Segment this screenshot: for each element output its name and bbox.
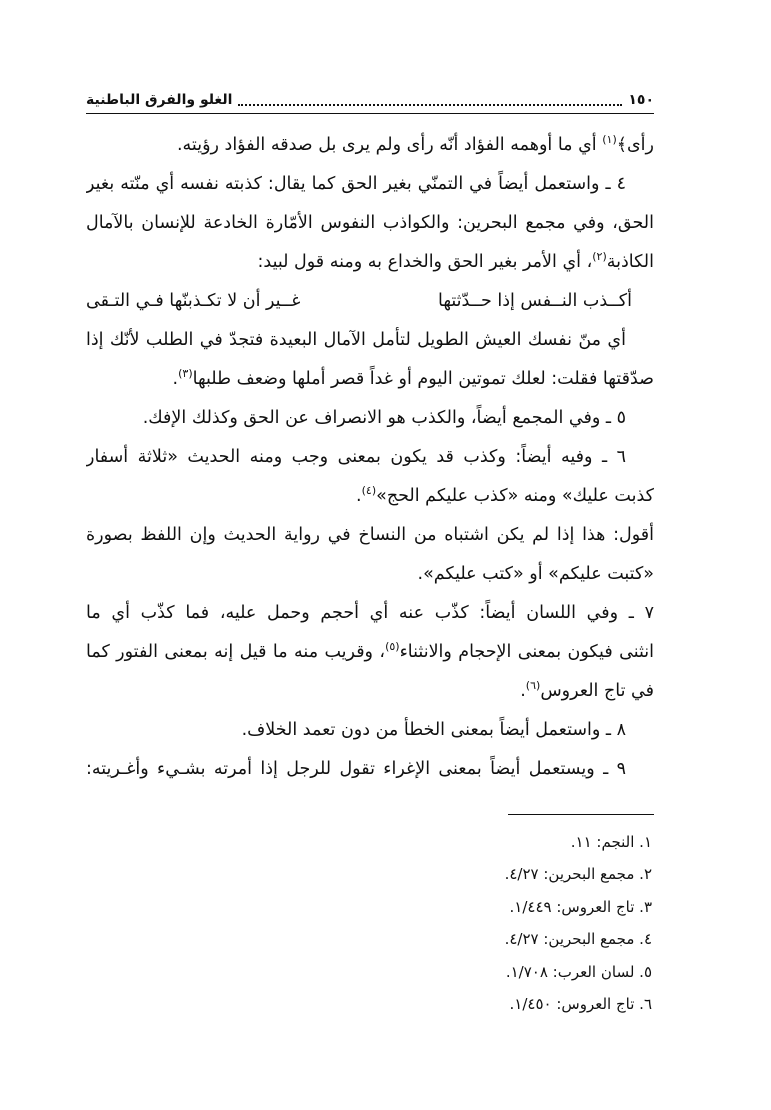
footnote: ٥. لسان العرب: ١/٧٠٨.: [505, 962, 652, 981]
text-line: صدّقتها فقلت: لعلك تموتين اليوم أو غداً قصر أملها وضعف طلبها$^{(٣)}$.: [172, 367, 654, 389]
text-line: ٧ ـ وفي اللسان أيضاً: كذّب عنه أي أحجم وحمل عليه، فما كذّب أي ما: [86, 603, 654, 623]
footnote: ٣. تاج العروس: ١/٤٤٩.: [509, 897, 652, 916]
body-text: [86, 126, 654, 789]
footnote-ref: (٥): [385, 640, 400, 654]
book-title: الغلو والفرق الباطنية: [86, 92, 233, 108]
text-line: أي منّ نفسك العيش الطويل لتأمل الآمال البعيدة فتجدّ في الطلب لأنّك إذا: [86, 330, 626, 350]
verse-first-hemistich: أكــذب النــفس إذا حــدّثتها: [437, 291, 632, 311]
text-line: الكاذبة$^{(٢)}$، أي الأمر بغير الحق والخداع به ومنه قول لبيد:: [257, 250, 654, 272]
poetry-verse: [86, 282, 654, 321]
text-line: ٥ ـ وفي المجمع أيضاً، والكذب هو الانصراف عن الحق وكذلك الإفك.: [142, 408, 626, 428]
text-line: أقول: هذا إذا لم يكن اشتباه من النساخ في رواية الحديث وإن اللفظ بصورة: [86, 525, 654, 545]
footnote-ref: (٢): [592, 250, 607, 264]
header-rule: [86, 113, 654, 114]
footnote: ١. النجم: ١١.: [570, 833, 652, 851]
text-line: الحق، وفي مجمع البحرين: والكواذب النفوس الأمّارة الخادعة للإنسان بالآمال: [86, 213, 654, 233]
text-line: انثنى فيكون بمعنى الإحجام والانثناء$^{(٥)}$، وقريب منه ما قيل إنه بمعنى الفتور كما: [86, 640, 654, 662]
footnote-ref: (١): [602, 133, 617, 147]
text-line: رأى﴾$^{(١)}$ أي ما أوهمه الفؤاد أنّه رأى ولم يرى بل صدقه الفؤاد رؤيته.: [176, 133, 654, 155]
footnote-ref: (٣): [178, 367, 193, 381]
text-line: كذبت عليك» ومنه «كذب عليكم الحج»$^{(٤)}$.: [356, 484, 654, 506]
footnote-separator: [508, 814, 654, 815]
footnote: ٦. تاج العروس: ١/٤٥٠.: [509, 994, 652, 1013]
header-dot-leader: [238, 94, 622, 106]
text-line: ٨ ـ واستعمل أيضاً بمعنى الخطأ من دون تعمد الخلاف.: [241, 720, 626, 740]
footnote-ref: (٦): [525, 679, 541, 693]
footnotes: [86, 826, 654, 1020]
text-line: ٦ ـ وفيه أيضاً: وكذب قد يكون بمعنى وجب ومنه الحديث «ثلاثة أسفار: [86, 447, 626, 467]
text-line: ٤ ـ واستعمل أيضاً في التمنّي بغير الحق كما يقال: كذبته نفسه أي منّته بغير: [86, 174, 626, 194]
verse-second-hemistich: غــير أن لا تكـذبنّها فـي التـقى: [86, 291, 301, 311]
text-line: «كتبت عليكم» أو «كتب عليكم».: [417, 564, 654, 584]
running-header: [86, 88, 654, 112]
footnote-ref: (٤): [361, 484, 377, 498]
footnote: ٢. مجمع البحرين: ٤/٢٧.: [504, 865, 652, 884]
text-line: في تاج العروس$^{(٦)}$.: [520, 679, 654, 701]
page-number: ١٥٠: [628, 92, 654, 108]
footnote: ٤. مجمع البحرين: ٤/٢٧.: [504, 930, 652, 949]
text-line: ٩ ـ ويستعمل أيضاً بمعنى الإغراء تقول للرجل إذا أمرته بشـيء وأغـريته:: [86, 759, 626, 779]
